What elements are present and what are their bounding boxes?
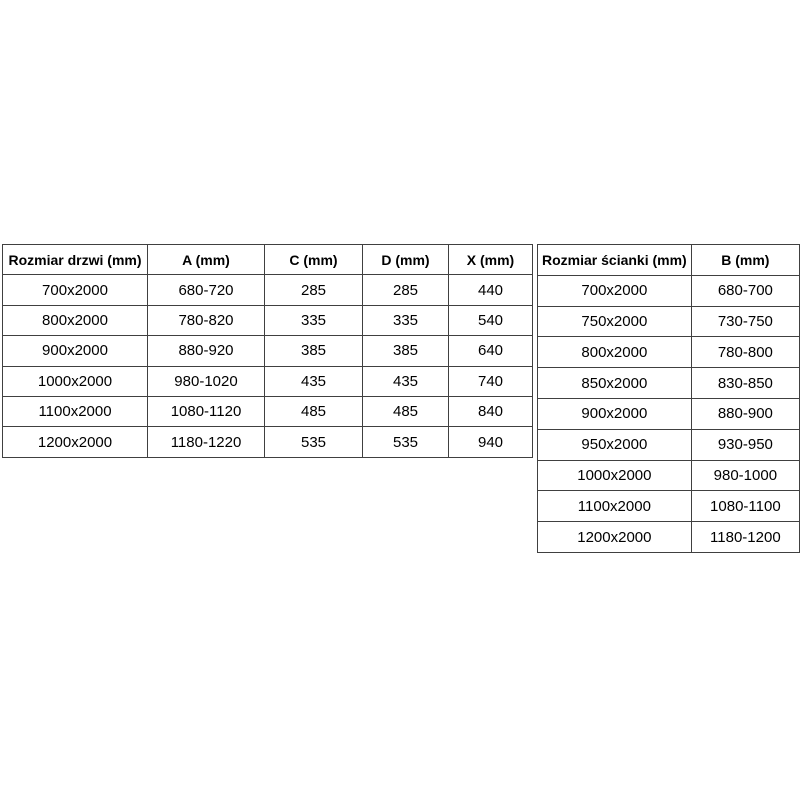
table-cell: 1180-1200 <box>691 522 799 553</box>
door-sizes-table-container <box>2 244 533 458</box>
table-cell: 285 <box>363 275 449 305</box>
table-row <box>538 275 800 306</box>
table-cell: 285 <box>265 275 363 305</box>
table-cell: 740 <box>449 366 533 396</box>
table-cell: 440 <box>449 275 533 305</box>
header-cell: A (mm) <box>148 245 265 275</box>
table-cell: 485 <box>363 396 449 426</box>
wall-sizes-table-container <box>537 244 800 553</box>
table-row <box>3 275 533 305</box>
table-cell: 1200x2000 <box>3 427 148 457</box>
table-row <box>3 427 533 457</box>
table-row <box>538 368 800 399</box>
table-cell: 1000x2000 <box>3 366 148 396</box>
table-cell: 880-920 <box>148 336 265 366</box>
table-cell: 1200x2000 <box>538 522 692 553</box>
table-cell: 700x2000 <box>3 275 148 305</box>
table-row <box>3 366 533 396</box>
table-row <box>538 429 800 460</box>
table-cell: 750x2000 <box>538 306 692 337</box>
table-cell: 335 <box>265 305 363 335</box>
table-cell: 930-950 <box>691 429 799 460</box>
table-cell: 980-1020 <box>148 366 265 396</box>
table-cell: 335 <box>363 305 449 335</box>
header-cell: D (mm) <box>363 245 449 275</box>
door-sizes-table <box>2 244 533 458</box>
table-row <box>538 460 800 491</box>
header-cell: Rozmiar drzwi (mm) <box>3 245 148 275</box>
wall-sizes-table <box>537 244 800 553</box>
table-cell: 940 <box>449 427 533 457</box>
table-cell: 980-1000 <box>691 460 799 491</box>
wall-sizes-table-body <box>538 275 800 552</box>
header-cell: X (mm) <box>449 245 533 275</box>
table-cell: 535 <box>265 427 363 457</box>
table-cell: 830-850 <box>691 368 799 399</box>
table-cell: 640 <box>449 336 533 366</box>
table-cell: 840 <box>449 396 533 426</box>
table-row <box>538 337 800 368</box>
table-cell: 540 <box>449 305 533 335</box>
table-row <box>538 491 800 522</box>
door-sizes-table-head <box>3 245 533 275</box>
table-cell: 800x2000 <box>538 337 692 368</box>
table-cell: 800x2000 <box>3 305 148 335</box>
table-cell: 1000x2000 <box>538 460 692 491</box>
table-cell: 680-700 <box>691 275 799 306</box>
table-cell: 1100x2000 <box>538 491 692 522</box>
table-cell: 1180-1220 <box>148 427 265 457</box>
table-cell: 535 <box>363 427 449 457</box>
table-row <box>3 305 533 335</box>
header-cell: Rozmiar ścianki (mm) <box>538 245 692 276</box>
table-cell: 1080-1120 <box>148 396 265 426</box>
table-cell: 900x2000 <box>3 336 148 366</box>
header-cell: B (mm) <box>691 245 799 276</box>
table-cell: 950x2000 <box>538 429 692 460</box>
table-cell: 1100x2000 <box>3 396 148 426</box>
header-cell: C (mm) <box>265 245 363 275</box>
table-cell: 900x2000 <box>538 398 692 429</box>
table-cell: 880-900 <box>691 398 799 429</box>
table-cell: 850x2000 <box>538 368 692 399</box>
table-cell: 780-800 <box>691 337 799 368</box>
table-row <box>538 306 800 337</box>
header-row <box>3 245 533 275</box>
table-row <box>538 522 800 553</box>
table-cell: 1080-1100 <box>691 491 799 522</box>
table-cell: 435 <box>363 366 449 396</box>
table-row <box>3 336 533 366</box>
table-row <box>3 396 533 426</box>
table-cell: 680-720 <box>148 275 265 305</box>
table-cell: 435 <box>265 366 363 396</box>
table-row <box>538 398 800 429</box>
header-row <box>538 245 800 276</box>
wall-sizes-table-head <box>538 245 800 276</box>
door-sizes-table-body <box>3 275 533 457</box>
table-cell: 385 <box>265 336 363 366</box>
table-cell: 385 <box>363 336 449 366</box>
table-cell: 780-820 <box>148 305 265 335</box>
table-cell: 485 <box>265 396 363 426</box>
table-cell: 730-750 <box>691 306 799 337</box>
table-cell: 700x2000 <box>538 275 692 306</box>
